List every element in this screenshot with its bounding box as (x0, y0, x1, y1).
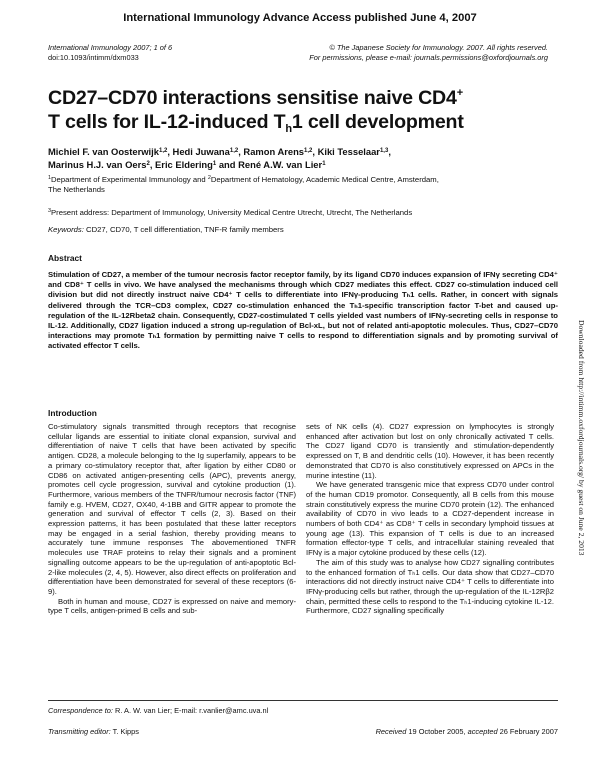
keywords-label: Keywords: (48, 225, 84, 234)
abstract-text: Stimulation of CD27, a member of the tumour necrosis factor receptor family, by its ligand CD70 induces expansion of IFNγ secreting CD4⁺ and CD8⁺ T cells in vivo. We have analysed the mechanisms through which CD27 mediates this effect. CD27 co-stimulation induced cell division but did not directly instruct naive CD4⁺ T cells to differentiate into IFNγ-producing Tₕ1 cells. Rather, in concert with signals delivered through the TCR–CD3 complex, CD27 co-stimulation enhanced the Tₕ1-specific transcription factor T-bet and caused up-regulation of the IL-12Rbeta2 chain. Consequently, CD27-costimulated T cells yielded vast numbers of IFNγ-secreting cells in response to IL-12. Additionally, CD27 ligation induced a strong up-regulation of Bcl-xL, but not of related anti-apoptotic molecules. Thus, CD27–CD70 interactions may promote Tₕ1 formation by permitting naive T cells to respond to differentiation signals and by promoting survival of activated effector T cells. (48, 270, 558, 351)
author-name: Michiel F. van Oosterwijk (48, 146, 159, 157)
intro-paragraph: sets of NK cells (4). CD27 expression on lymphocytes is strongly enhanced after activation but lost on only chronically activated T cells. The CD27 ligand CD70 is transiently and stimulation-dependently expressed on T, B and dendritic cells (10). However, it has been recently demonstrated that CD70 is also constitutively expressed on APCs in the murine intestine (11). (306, 422, 554, 480)
title-line2-post: 1 cell development (291, 111, 464, 133)
affil-sup: 1 (48, 175, 51, 181)
copyright-line: © The Japanese Society for Immunology. 2007. All rights reserved. (329, 43, 548, 52)
title-line2-sub: h (285, 123, 292, 135)
author-name: Marinus H.J. van Oers (48, 158, 147, 170)
paper-title (48, 86, 548, 134)
editor-text: T. Kipps (110, 727, 139, 736)
present-address-text: Present address: Department of Immunology, University Medical Centre Utrecht, Utrecht, The Netherlands (51, 208, 413, 217)
journal-citation-block (48, 43, 172, 63)
author-sep: , (167, 146, 173, 157)
author-affil-sup: 1,2 (304, 148, 313, 154)
correspondence-text: R. A. W. van Lier; E-mail: r.vanlier@amc.uva.nl (112, 706, 269, 715)
abstract-body (48, 270, 558, 352)
affiliation-2: Department of Hematology, Academic Medical Centre, Amsterdam, (210, 175, 439, 184)
affil-sup: 3 (48, 208, 51, 214)
author-name: Eric Eldering (155, 158, 213, 170)
introduction-heading: Introduction (48, 408, 97, 418)
abstract-heading: Abstract (48, 253, 82, 263)
author-affil-sup: 1,2 (158, 148, 168, 154)
title-line2-pre: T cells for IL-12-induced T (48, 111, 286, 133)
download-watermark-text: Downloaded from http://intimm.oxfordjournals.org/ by guest on June 2, 2013 (577, 320, 586, 556)
intro-paragraph: The aim of this study was to analyse how CD27 signalling contributes to the enhanced formation of Tₕ1 cells. Our data show that CD27–CD70 interactions did not directly instruct naive CD4⁺ T cells to differentiate into IFNγ-producing cells but rather, through the up-regulation of the IL-12Rβ2 chain, permitted these cells to respond to the Tₕ1-inducing cytokine IL-12. Furthermore, CD27 signalling specifically (306, 557, 554, 616)
received-label: Received (375, 727, 407, 736)
author-sep: , (388, 146, 391, 157)
intro-column-left (48, 422, 296, 616)
received-date: 19 October 2005, (406, 727, 468, 736)
transmitting-editor (48, 727, 139, 737)
author-affil-sup: 1 (322, 160, 326, 167)
permissions-line: For permissions, please e-mail: journals.permissions@oxfordjournals.org (309, 53, 548, 62)
keywords-text: CD27, CD70, T cell differentiation, TNF-R family members (83, 225, 284, 234)
affil-sup: 2 (207, 175, 211, 181)
received-accepted (376, 727, 558, 737)
footer-rule (48, 700, 558, 701)
present-address (48, 208, 548, 218)
intro-paragraph: Both in human and mouse, CD27 is expressed on naive and memory-type T cells, antigen-primed B cells and sub- (48, 596, 296, 616)
correspondence (48, 706, 268, 716)
author-affil-sup: 1,2 (229, 148, 239, 154)
author-name: Ramon Arens (243, 146, 305, 157)
author-affil-sup: 2 (146, 160, 150, 167)
intro-paragraph: We have generated transgenic mice that express CD70 under control of the human CD19 promotor. Consequently, all B cells from this mouse strain constitutively express the murine CD70 protein (12). The enhanced availability of CD70 in vivo leads to a CD27-dependent increase in numbers of both CD4⁺ as CD8⁺ T cells in secondary lymphoid tissues at young age (13). This expansion of T cells is due to an increased formation effector-type T cells, and intracellular staining revealed that IFNγ is a major cytokine produced by these cells (12). (306, 480, 554, 558)
author-list (48, 146, 518, 171)
author-name: Hedi Juwana (172, 146, 230, 157)
doi: doi:10.1093/intimm/dxm033 (48, 53, 139, 62)
author-sep: , (312, 146, 318, 157)
author-affil-sup: 1,3 (379, 148, 389, 154)
author-sep: and (216, 158, 239, 170)
keywords (48, 225, 548, 235)
accepted-label: accepted (467, 727, 498, 736)
affiliation-2-country: The Netherlands (48, 185, 105, 194)
intro-column-right (306, 422, 554, 616)
author-name: Kiki Tesselaar (317, 146, 380, 157)
journal-citation: International Immunology 2007; 1 of 6 (48, 43, 173, 52)
advance-access-banner: International Immunology Advance Access published June 4, 2007 (123, 12, 477, 24)
title-line1-sup: + (456, 87, 463, 99)
author-affil-sup: 1 (212, 160, 217, 167)
author-sep: , (149, 158, 156, 170)
author-name: René A.W. van Lier (238, 158, 323, 170)
copyright-block (309, 43, 548, 63)
affiliation-1: Department of Experimental Immunology and (51, 175, 208, 184)
editor-label: Transmitting editor: (48, 727, 111, 736)
author-sep: , (238, 146, 244, 157)
affiliations (48, 175, 548, 195)
download-watermark (570, 320, 586, 680)
accepted-date: 26 February 2007 (497, 727, 558, 736)
intro-paragraph: Co-stimulatory signals transmitted through receptors that recognise cellular ligands are essential to initiate clonal expansion, survival and differentiation of naive T cells that have been activated by specific antigen. CD28, a molecule belonging to the Ig superfamily, appears to be a primary co-stimulatory receptor that, after ligation by either CD80 or CD86 on activated antigen-presenting cells (APC), prevents anergy, promotes cell cycle progression, survival and cytokine production (1). Furthermore, various members of the TNFR/tumour necrosis factor (TNF) family e.g. HVEM, CD27, OX40, 4-1BB and GITR appear to promote the generation and survival of effector T cells (2, 3). Based on their expression patterns, it has been postulated that these latter receptors may be engaged in a serial fashion, thereby providing means to accurately tune immune responses The abovementioned TNFR molecules use TRAF proteins to relay their signals and a prominent signalling outcome appears to be the up-regulation of anti-apoptotic Bcl-2-like molecules (2, 4, 5). However, also direct effects on proliferation and differentiation have been demonstrated for several of these receptors (6-9). (48, 422, 296, 596)
title-line1: CD27–CD70 interactions sensitise naive CD4 (48, 87, 457, 109)
correspondence-label: Correspondence to: (48, 706, 113, 715)
